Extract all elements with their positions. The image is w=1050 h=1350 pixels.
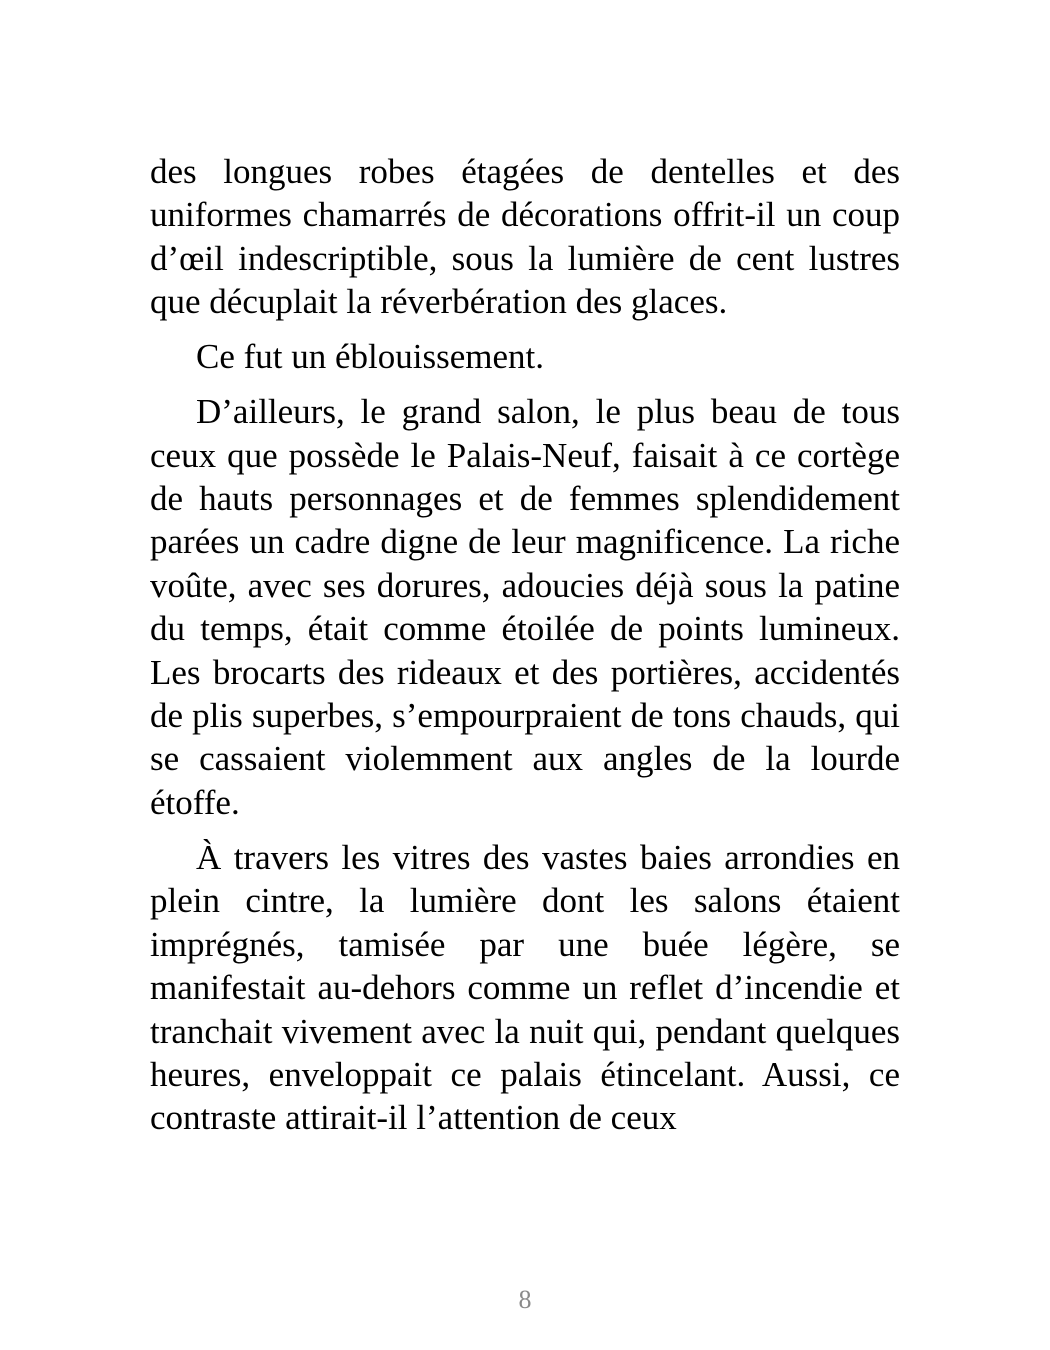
paragraph-3: D’ailleurs, le grand salon, le plus beau de tous ceux que possède le Palais-Neuf, faisait à ce cortège de hauts personnages et de femmes splendidement parées un cadre digne de leur magnificence. La riche voûte, avec ses dorures, adoucies déjà sous la patine du temps, était comme étoilée de points lumineux. Les brocarts des rideaux et des portières, accidentés de plis superbes, s’empourpraient de tons chauds, qui se cassaient violemment aux angles de la lourde étoffe. (150, 392, 900, 822)
page-number: 8 (518, 1285, 532, 1314)
paragraph-4: À travers les vitres des vastes baies arrondies en plein cintre, la lumière dont les salons étaient imprégnés, tamisée par une buée légère, se manifestait au-dehors comme un reflet d’incendie et tranchait vivement avec la nuit qui, pendant quelques heures, enveloppait ce palais étincelant. Aussi, ce contraste attirait-il l’attention de ceux (150, 837, 900, 1138)
body-text (150, 150, 900, 1151)
paragraph-2: Ce fut un éblouissement. (196, 337, 545, 377)
paragraph-continuation: des longues robes étagées de dentelles et des uniformes chamarrés de décorations offrit-il un coup d’œil indescriptible, sous la lumière de cent lustres que décuplait la réverbération des glaces. (150, 152, 900, 322)
